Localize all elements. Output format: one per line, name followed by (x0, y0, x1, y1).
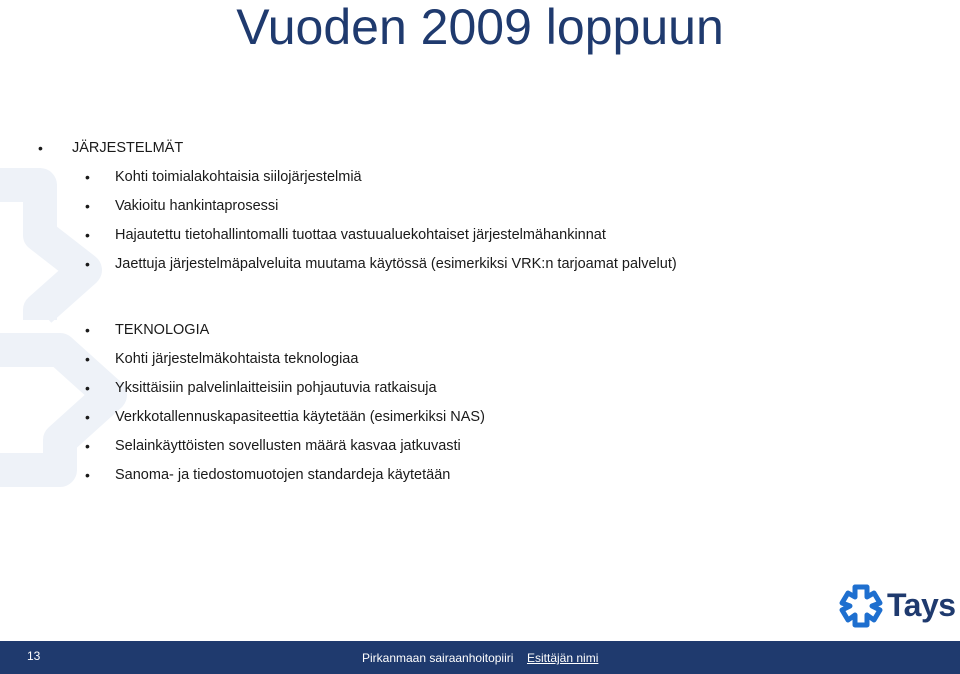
tays-logo (838, 583, 956, 629)
bullet-marker: • (85, 438, 90, 454)
logo-wordmark: Tays (887, 587, 956, 623)
bullet-marker: • (85, 198, 90, 214)
bullet-text: Verkkotallennuskapasiteettia käytetään (esimerkiksi NAS) (115, 409, 485, 425)
bullet-text: Jaettuja järjestelmäpalveluita muutama käytössä (esimerkiksi VRK:n tarjoamat palvelut) (115, 256, 677, 272)
bullet-marker: • (85, 322, 90, 338)
bullet-marker: • (85, 169, 90, 185)
footer-organization: Pirkanmaan sairaanhoitopiiri (362, 651, 514, 665)
bullet-text: TEKNOLOGIA (115, 322, 210, 338)
star-of-life-icon (838, 583, 884, 629)
bullet-text: Kohti järjestelmäkohtaista teknologiaa (115, 351, 359, 367)
bullet-marker: • (85, 256, 90, 272)
bullet-text: JÄRJESTELMÄT (72, 140, 184, 156)
bullet-text: Selainkäyttöisten sovellusten määrä kasvaa jatkuvasti (115, 438, 461, 454)
bullet-text: Yksittäisiin palvelinlaitteisiin pohjautuvia ratkaisuja (115, 380, 437, 396)
bullet-text: Hajautettu tietohallintomalli tuottaa vastuualuekohtaiset järjestelmähankinnat (115, 227, 606, 243)
bullet-marker: • (85, 227, 90, 243)
bullet-marker: • (85, 409, 90, 425)
bullet-text: Sanoma- ja tiedostomuotojen standardeja käytetään (115, 467, 451, 483)
footer-presenter: Esittäjän nimi (527, 651, 599, 665)
bullet-text: Kohti toimialakohtaisia siilojärjestelmiä (115, 169, 362, 185)
slide-title: Vuoden 2009 loppuun (236, 0, 724, 55)
bullet-text: Vakioitu hankintaprosessi (115, 198, 279, 214)
bullet-marker: • (85, 351, 90, 367)
bullet-marker: • (85, 380, 90, 396)
footer-bar (0, 641, 960, 674)
bullet-marker: • (38, 140, 43, 156)
page-number: 13 (27, 649, 41, 663)
bullet-marker: • (85, 467, 90, 483)
